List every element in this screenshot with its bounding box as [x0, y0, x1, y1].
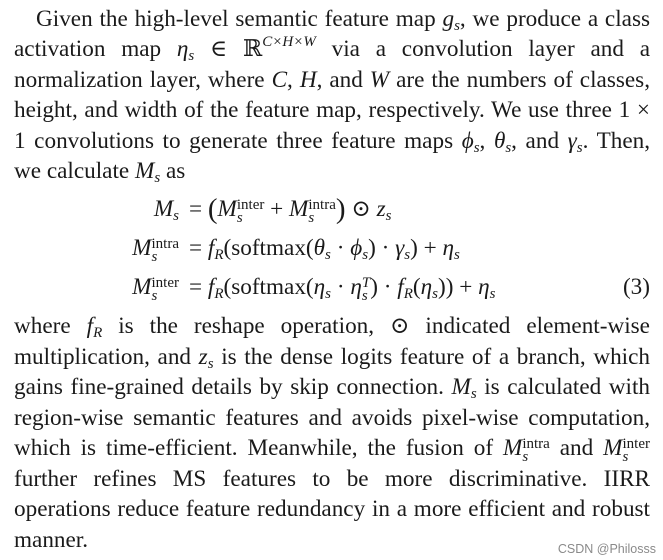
- paragraph-1: Given the high-level semantic feature map $g_s$, we produce a class activation map $\eta_s$ ∈ ℝ$^{C\times H\times W}$ via a convolution layer and a normalization layer, where C, H, and W are the numbers of classes, height, and width of the feature map, respectively. We use three 1 × 1 convolutions to generate three feature maps $\phi_s$, $\theta_s$, and $\gamma_s$. Then, we calculate $M_s$ as: [14, 6, 651, 187]
- equation-number: (3): [622, 274, 650, 301]
- watermark: CSDN @Philosss: [557, 542, 656, 556]
- equation-row-2: M intra s = $f_R(softmax(\theta_s \cdot \phi_s) \cdot \gamma_s) + \eta_s$: [132, 235, 460, 266]
- math-reals: ℝ: [242, 36, 263, 63]
- equation-row-1: $M_s$ = (M inter s + M intra s ) ⊙ $z_s$: [153, 193, 392, 227]
- odot-symbol: ⊙: [390, 313, 410, 340]
- math-eta: η: [176, 36, 189, 63]
- paper-page: [14, 4, 650, 555]
- math-g: g: [442, 6, 455, 32]
- paragraph-2: where $f_R$ is the reshape operation, ⊙ indicated element-wise multiplication, and $z_s$ is the dense logits feature of a branch, which gains fine-grained details by skip connection. $M_s$ is calculated with region-wise semantic features and avoids pixel-wise computation, which is time-efficient. Meanwhile, the fusion of M intra s and M inter s further refines MS features to be more discriminative. IIRR operations reduce feature redundancy in a more efficient and robust manner.: [14, 313, 651, 553]
- equation-row-3: M inter s = $f_R(softmax(\eta_s \cdot \eta$ T s ) · $f_R(\eta_s)) + \eta_s$ (3): [14, 268, 650, 307]
- equation-block: [14, 190, 650, 307]
